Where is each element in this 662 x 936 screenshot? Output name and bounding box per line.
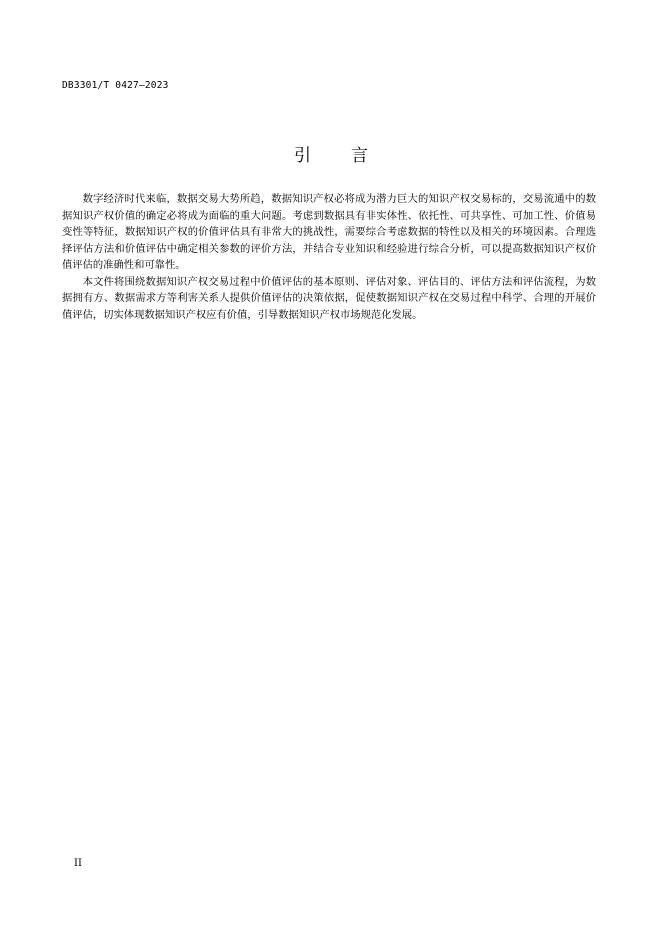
page-number: II	[74, 858, 82, 869]
paragraph-1: 数字经济时代来临，数据交易大势所趋，数据知识产权必将成为潜力巨大的知识产权交易标的，交易流通中的数据知识产权价值的确定必将成为面临的重大问题。考虑到数据具有非实体性、依托性、可共享性、可加工性、价值易变性等特征，数据知识产权的价值评估具有非常大的挑战性，需要综合考虑数据的特性以及相关的环境因素。合理选择评估方法和价值评估中确定相关参数的评价方法，并结合专业知识和经验进行综合分析，可以提高数据知识产权价值评估的准确性和可靠性。	[62, 193, 596, 271]
section-title	[0, 141, 662, 166]
document-number: DB3301/T 0427—2023	[62, 80, 169, 91]
title-char-1: 引	[294, 146, 311, 166]
body-text	[62, 191, 596, 323]
paragraph-2: 本文件将围绕数据知识产权交易过程中价值评估的基本原则、评估对象、评估目的、评估方法和评估流程，为数据拥有方、数据需求方等利害关系人提供价值评估的决策依据，促使数据知识产权在交易过程中科学、合理的开展价值评估，切实体现数据知识产权应有价值，引导数据知识产权市场规范化发展。	[62, 275, 596, 321]
title-char-2: 言	[351, 146, 368, 166]
